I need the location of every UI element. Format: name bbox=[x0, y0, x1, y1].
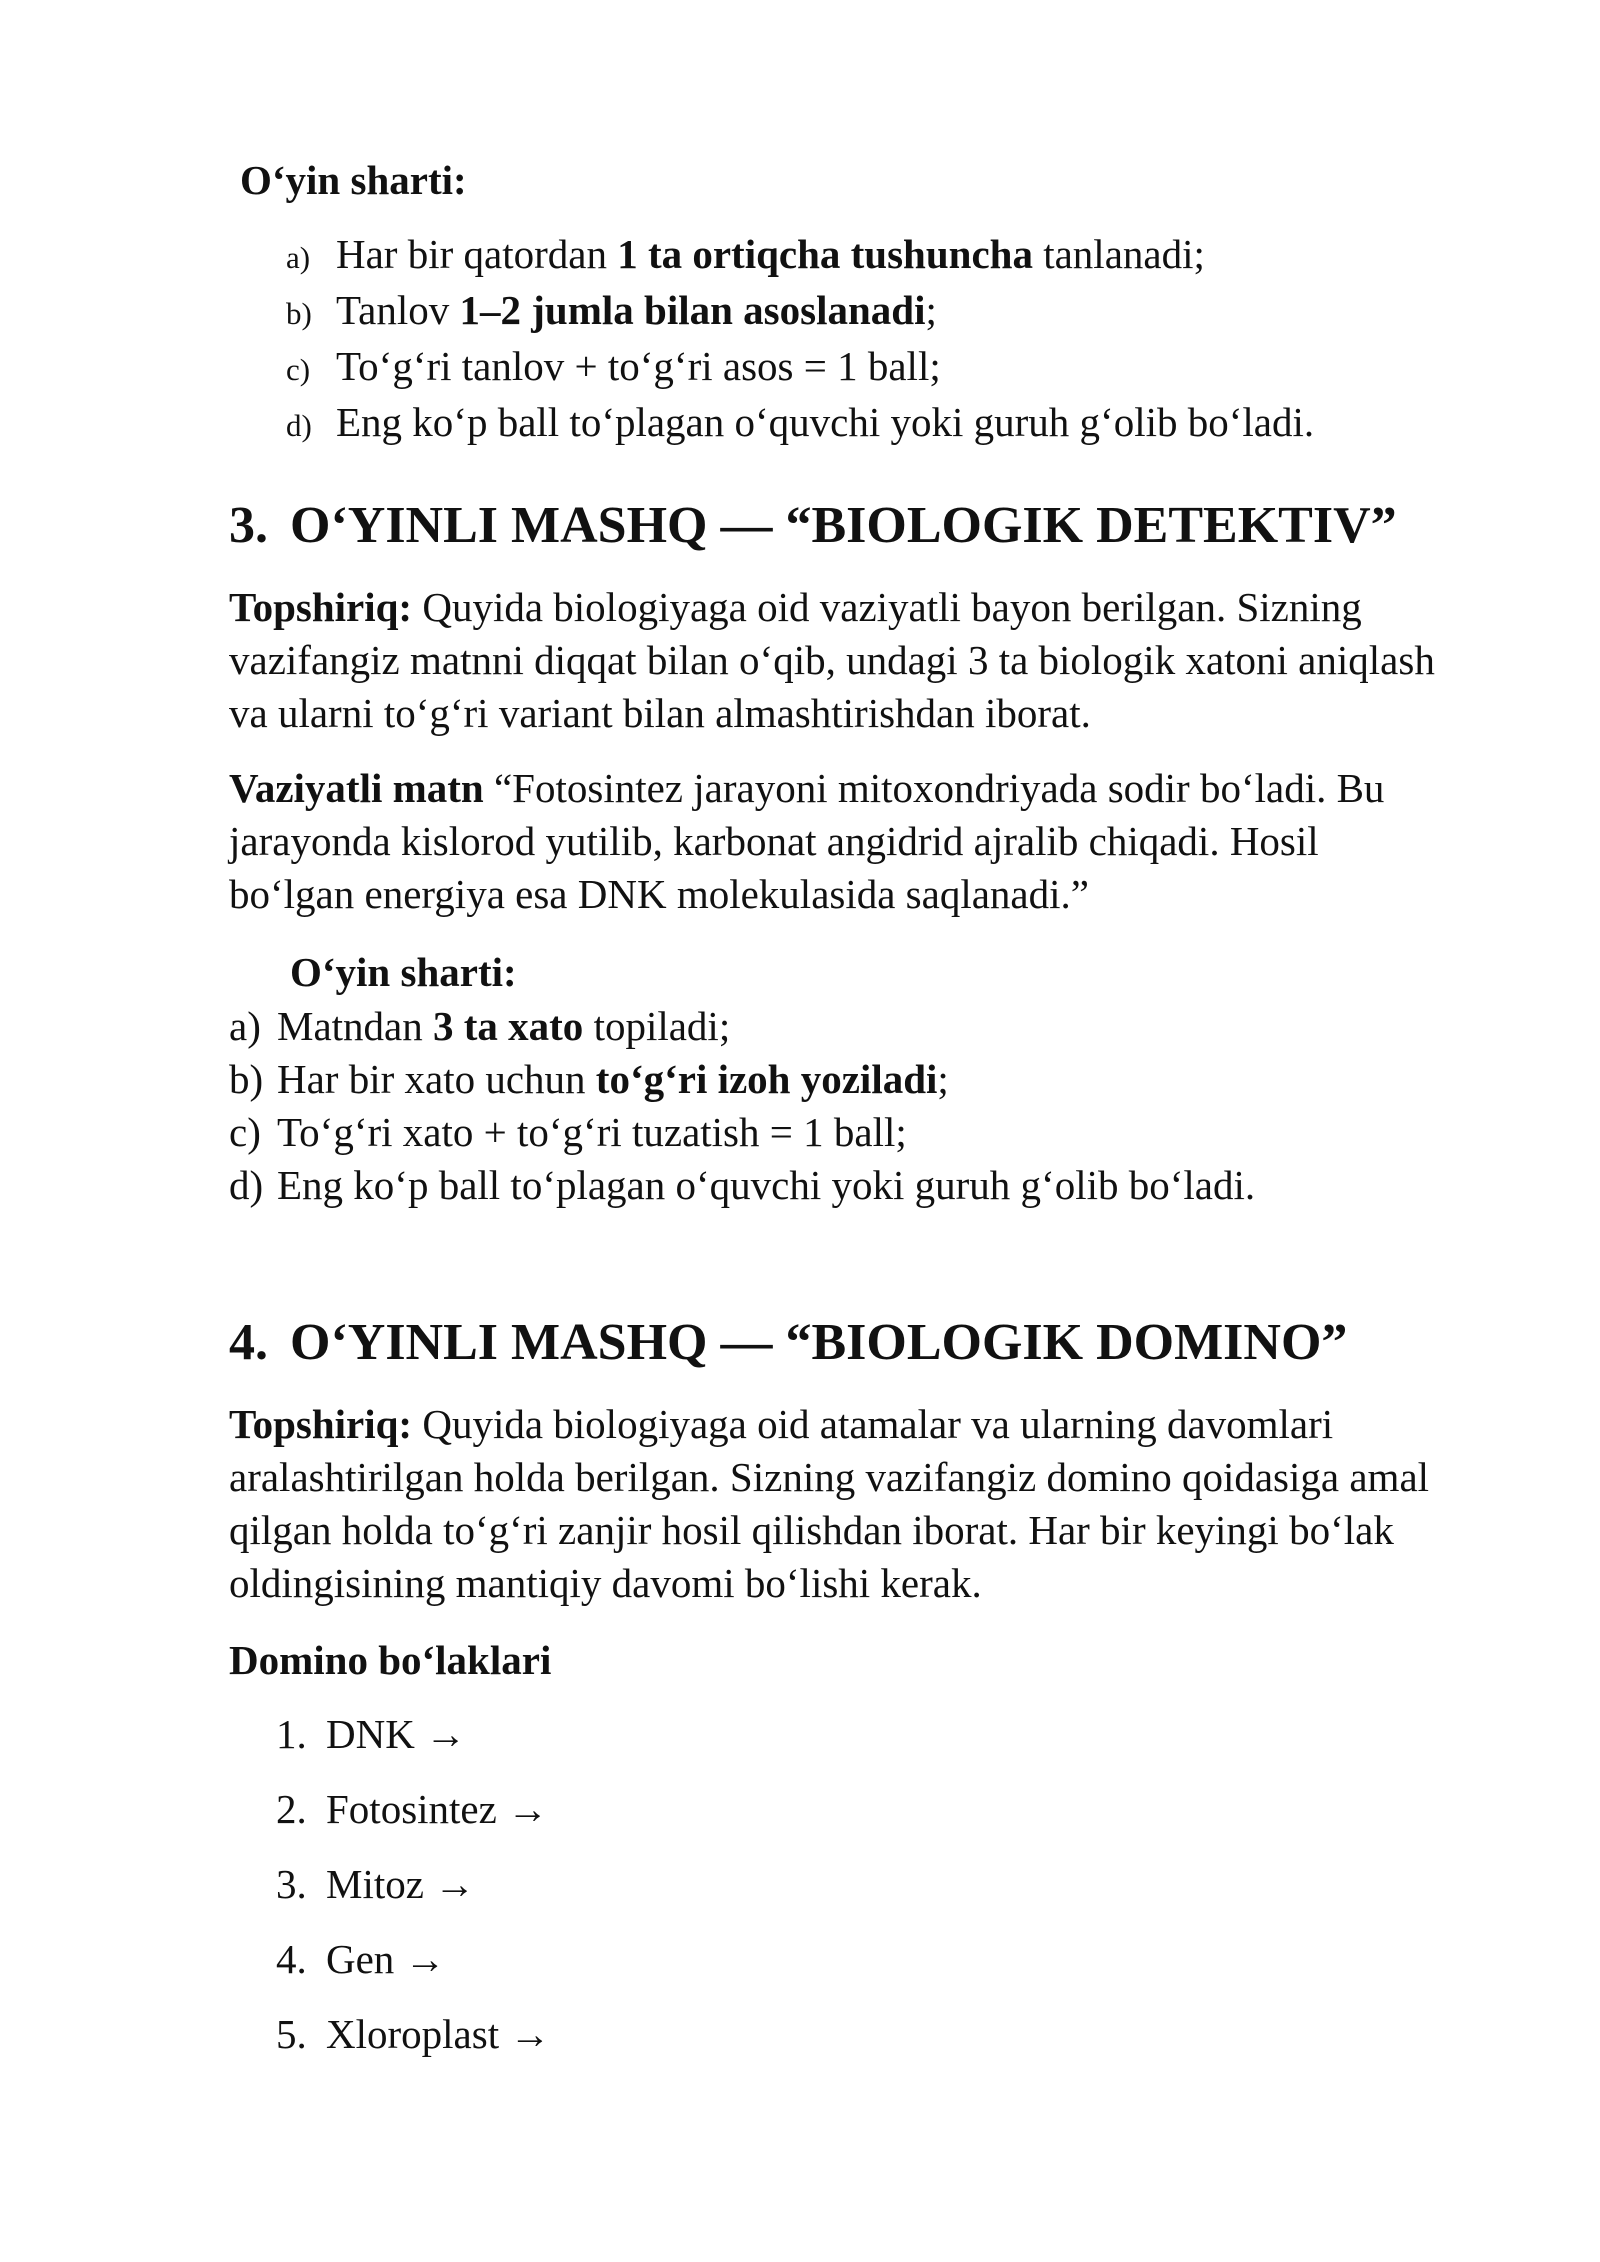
domino-pieces-title: Domino bo‘laklari bbox=[229, 1637, 552, 1683]
task-text: Quyida biologiyaga oid atamalar va ularning davomlari aralashtirilgan holda berilgan. Sizning vazifangiz domino qoidasiga amal qilgan holda to‘g‘ri zanjir hosil qilishdan iborat. Har bir keyingi bo‘lak oldingisining mantiqiy davomi bo‘lishi kerak. bbox=[229, 1401, 1430, 1606]
section-heading-biologik-detektiv bbox=[229, 495, 1469, 557]
list-item bbox=[276, 2008, 550, 2083]
task-label: Topshiriq: bbox=[229, 584, 413, 630]
list-item bbox=[229, 1053, 1255, 1106]
task-label: Topshiriq: bbox=[229, 1401, 413, 1447]
situation-paragraph bbox=[229, 762, 1449, 921]
list-marker: a) bbox=[229, 1003, 261, 1049]
list-marker: 3. bbox=[276, 1861, 307, 1907]
rule-emphasis: 1–2 jumla bilan asoslanadi bbox=[459, 287, 926, 333]
domino-pieces-list bbox=[276, 1708, 550, 2083]
rule-text: Matndan bbox=[277, 1003, 433, 1049]
list-marker: 4. bbox=[276, 1936, 307, 1982]
situation-text: “Fotosintez jarayoni mitoxondriyada sodir bo‘ladi. Bu jarayonda kislorod yutilib, karbonat angidrid ajralib chiqadi. Hosil bo‘lgan energiya esa DNK molekulasida saqlanadi.” bbox=[229, 765, 1385, 917]
list-marker: b) bbox=[286, 296, 312, 331]
task-paragraph bbox=[229, 581, 1449, 740]
task-paragraph bbox=[229, 1398, 1449, 1610]
rule-text-end: ; bbox=[925, 287, 937, 333]
section-number: 4. bbox=[229, 1314, 268, 1371]
task-text: Quyida biologiyaga oid vaziyatli bayon berilgan. Sizning vazifangiz matnni diqqat bilan o‘qib, undagi 3 ta biologik xatoni aniqlash va ularni to‘g‘ri variant bilan almashtirishdan iborat. bbox=[229, 584, 1435, 736]
list-item bbox=[229, 1159, 1255, 1212]
list-item bbox=[229, 1106, 1255, 1159]
domino-piece: Gen → bbox=[326, 1936, 446, 1982]
list-item bbox=[276, 1933, 550, 2008]
section-heading-biologik-domino bbox=[229, 1312, 1469, 1374]
list-item bbox=[286, 340, 1314, 396]
game-rules-list bbox=[286, 228, 1314, 452]
list-item bbox=[286, 228, 1314, 284]
rule-text-end: ; bbox=[937, 1056, 949, 1102]
list-item bbox=[286, 396, 1314, 452]
list-marker: c) bbox=[229, 1109, 261, 1155]
list-marker: d) bbox=[229, 1162, 264, 1208]
rule-text-end: topiladi; bbox=[583, 1003, 731, 1049]
rule-text: Eng ko‘p ball to‘plagan o‘quvchi yoki guruh g‘olib bo‘ladi. bbox=[277, 1162, 1256, 1208]
list-marker: d) bbox=[286, 408, 312, 443]
rule-emphasis: 1 ta ortiqcha tushuncha bbox=[617, 231, 1033, 277]
list-item bbox=[229, 1000, 1255, 1053]
list-marker: 2. bbox=[276, 1786, 307, 1832]
list-item bbox=[276, 1783, 550, 1858]
list-marker: 5. bbox=[276, 2011, 307, 2057]
game-rules-title: O‘yin sharti: bbox=[290, 949, 517, 995]
domino-piece: DNK → bbox=[326, 1711, 467, 1757]
rule-text: To‘g‘ri xato + to‘g‘ri tuzatish = 1 ball; bbox=[277, 1109, 907, 1155]
list-item bbox=[286, 284, 1314, 340]
rule-text: Eng ko‘p ball to‘plagan o‘quvchi yoki guruh g‘olib bo‘ladi. bbox=[336, 399, 1315, 445]
game-rules-list bbox=[229, 1000, 1255, 1212]
list-item bbox=[276, 1708, 550, 1783]
section-title: O‘YINLI MASHQ — “BIOLOGIK DETEKTIV” bbox=[290, 497, 1397, 554]
section-title: O‘YINLI MASHQ — “BIOLOGIK DOMINO” bbox=[290, 1314, 1348, 1371]
list-marker: a) bbox=[286, 240, 311, 275]
rule-text: To‘g‘ri tanlov + to‘g‘ri asos = 1 ball; bbox=[336, 343, 941, 389]
list-marker: c) bbox=[286, 352, 311, 387]
rule-text: Tanlov bbox=[336, 287, 460, 333]
rule-text: Har bir xato uchun bbox=[277, 1056, 596, 1102]
list-item bbox=[276, 1858, 550, 1933]
rule-emphasis: 3 ta xato bbox=[433, 1003, 584, 1049]
domino-piece: Mitoz → bbox=[326, 1861, 476, 1907]
game-rules-title: O‘yin sharti: bbox=[240, 157, 467, 203]
domino-piece: Fotosintez → bbox=[326, 1786, 549, 1832]
rule-text: Har bir qatordan bbox=[336, 231, 618, 277]
domino-piece: Xloroplast → bbox=[326, 2011, 551, 2057]
situation-label: Vaziyatli matn bbox=[229, 765, 484, 811]
list-marker: b) bbox=[229, 1056, 264, 1102]
rule-text-end: tanlanadi; bbox=[1032, 231, 1205, 277]
section-number: 3. bbox=[229, 497, 268, 554]
rule-emphasis: to‘g‘ri izoh yoziladi bbox=[595, 1056, 938, 1102]
list-marker: 1. bbox=[276, 1711, 307, 1757]
